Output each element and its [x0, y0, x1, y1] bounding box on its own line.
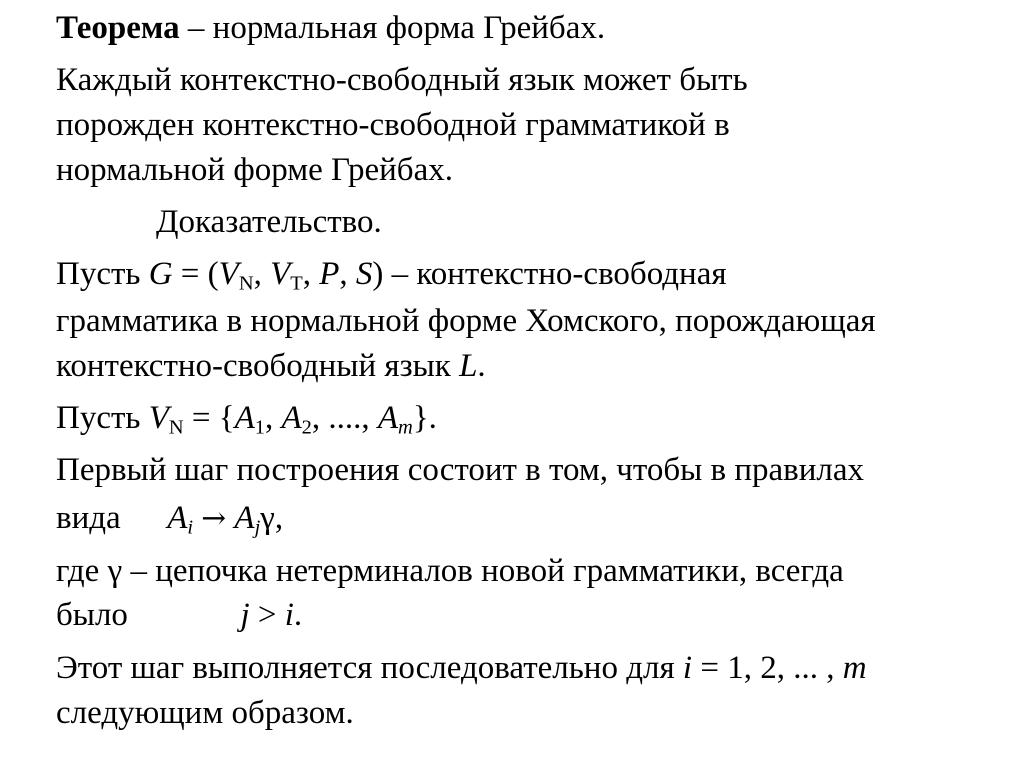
comma: , [274, 500, 284, 536]
statement-line-1: Каждый контекстно-свободный язык может быть [56, 62, 748, 98]
para4-line-2 [56, 599, 302, 632]
para1-line-2: грамматика в нормальной форме Хомского, порождающая [56, 303, 876, 339]
sub-i: i [187, 516, 194, 539]
gde-word: где [56, 553, 100, 589]
bylo-word: было [56, 597, 128, 633]
gt: > [249, 597, 285, 633]
var-i-2: i [682, 650, 693, 686]
vida-word: вида [56, 500, 121, 536]
para5-line-1 [56, 652, 867, 685]
proof-label: Доказательство. [156, 204, 382, 240]
Am: A [377, 400, 399, 436]
Aj: A [234, 500, 255, 536]
para4-rest: – цепочка нетерминалов новой грамматики, всегда [122, 553, 844, 589]
sub-j: j [254, 516, 261, 539]
sub-N-2: N [168, 416, 184, 439]
sep-3: , [339, 256, 356, 292]
eq-brace: = { [183, 400, 235, 436]
para2-word: Пусть [56, 400, 141, 436]
theorem-dash: – [187, 10, 205, 46]
sub-2: 2 [301, 416, 312, 439]
para5-mid: = 1, 2, ... , [692, 650, 843, 686]
V-nonterminals: V [218, 256, 239, 292]
para3-line-2 [56, 500, 284, 539]
theorem-label: Теорема [56, 10, 180, 46]
gamma: γ [260, 500, 275, 536]
arrow-icon: → [201, 501, 227, 536]
sub-1: 1 [254, 416, 265, 439]
V-terminals: V [270, 256, 291, 292]
language-L: L [459, 348, 478, 384]
close-dash: ) – контекстно-свободная [372, 256, 727, 292]
gamma-2: γ [107, 553, 123, 589]
eq-open: = ( [172, 256, 219, 292]
var-j: j [240, 597, 250, 633]
A1: A [234, 400, 255, 436]
theorem-heading [56, 12, 605, 45]
para3-line-1: Первый шаг построения состоит в том, чтобы в правилах [56, 452, 865, 488]
sep-2: , [302, 256, 320, 292]
theorem-title: нормальная форма Грейбах. [212, 10, 606, 46]
statement-line-2: порожден контекстно-свободной грамматикой в [56, 107, 730, 143]
para5-pre: Этот шаг выполняется последовательно для [56, 650, 683, 686]
para1-line-3 [56, 350, 486, 383]
para5-line-2: следующим образом. [56, 695, 354, 731]
rules-P: P [319, 256, 340, 292]
var-i: i [284, 597, 294, 633]
period: . [293, 597, 303, 633]
grammar-G: G [148, 256, 173, 292]
para1-line3-post: . [477, 348, 486, 384]
para2-line: Пусть $V_N = \{A_1$, $A_2$, ...., $A_m$}. [56, 400, 437, 439]
Ai: A [167, 500, 188, 536]
close-brace: }. [412, 400, 437, 436]
statement-line-3: нормальной форме Грейбах. [56, 152, 453, 188]
A2: A [281, 400, 302, 436]
para1-line3-pre: контекстно-свободный язык [56, 348, 460, 384]
dots: , ...., [311, 400, 378, 436]
sub-N: N [238, 272, 254, 295]
start-S: S [355, 256, 373, 292]
sub-m: m [398, 416, 413, 439]
para4-line-1 [56, 555, 844, 588]
para1-word: Пусть [56, 256, 141, 292]
sub-T: T [290, 272, 303, 295]
para1-line-1 [56, 256, 727, 295]
V-nonterminals-2: V [148, 400, 169, 436]
var-m: m [842, 650, 867, 686]
sep-1: , [253, 256, 271, 292]
